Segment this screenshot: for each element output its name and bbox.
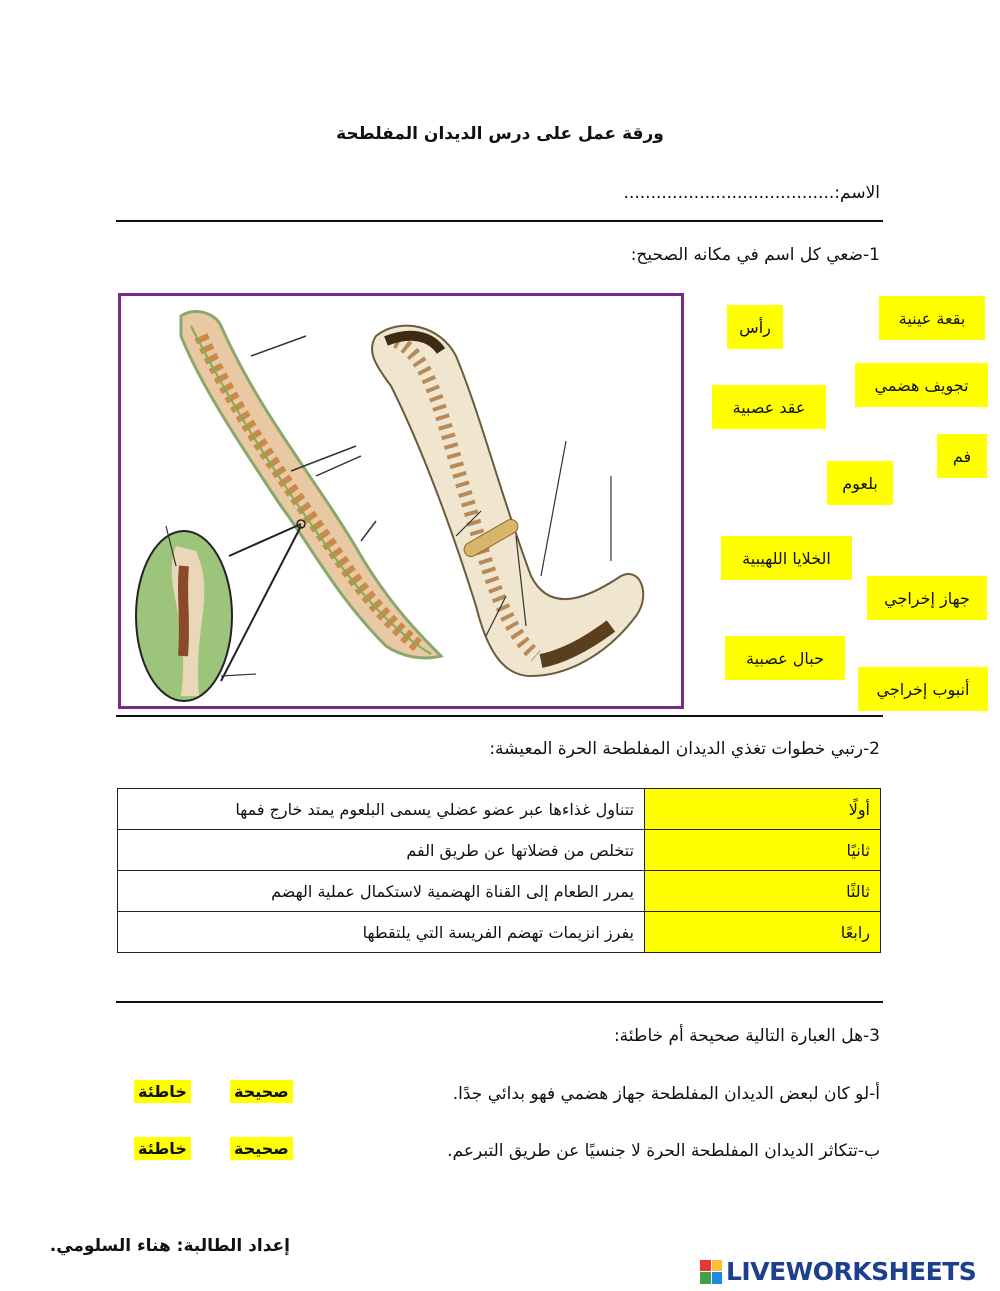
step-text: يفرز انزيمات تهضم الفريسة التي يلتقطها	[118, 912, 645, 953]
order-cell[interactable]: ثانيًا	[645, 830, 881, 871]
liveworksheets-logo	[700, 1257, 976, 1286]
divider	[116, 715, 883, 717]
name-field: الاسم:.......................................	[623, 183, 880, 203]
brand-name: LIVEWORKSHEETS	[726, 1257, 977, 1286]
page-title: ورقة عمل على درس الديدان المفلطحة	[336, 124, 664, 144]
order-cell[interactable]: أولًا	[645, 789, 881, 830]
table-row	[118, 912, 881, 953]
label-ganglia[interactable]: عقد عصبية	[712, 385, 826, 429]
question-3-prompt: 3-هل العبارة التالية صحيحة أم خاطئة:	[613, 1026, 880, 1046]
label-eyespot[interactable]: بقعة عينية	[879, 296, 985, 340]
step-text: تتخلص من فضلاتها عن طريق الفم	[118, 830, 645, 871]
flatworm-diagram	[118, 293, 684, 709]
divider	[116, 220, 883, 222]
statement-b: ب-تتكاثر الديدان المفلطحة الحرة لا جنسيًا عن طريق التبرعم.	[447, 1141, 880, 1161]
label-digestive-cavity[interactable]: تجويف هضمي	[855, 363, 988, 407]
question-2-prompt: 2-رتبي خطوات تغذي الديدان المفلطحة الحرة المعيشة:	[489, 739, 880, 759]
true-option[interactable]: صحيحة	[230, 1137, 293, 1160]
order-cell[interactable]: رابعًا	[645, 912, 881, 953]
step-text: يمرر الطعام إلى القناة الهضمية لاستكمال عملية الهضم	[118, 871, 645, 912]
author-credit: إعداد الطالبة: هناء السلومي.	[49, 1236, 290, 1256]
table-row	[118, 789, 881, 830]
divider	[116, 1001, 883, 1003]
label-mouth[interactable]: فم	[937, 434, 987, 478]
flatworm-illustration	[121, 296, 681, 706]
false-option[interactable]: خاطئة	[134, 1137, 191, 1160]
false-option[interactable]: خاطئة	[134, 1080, 191, 1103]
true-option[interactable]: صحيحة	[230, 1080, 293, 1103]
order-cell[interactable]: ثالثًا	[645, 871, 881, 912]
table-row	[118, 871, 881, 912]
label-flame-cells[interactable]: الخلايا اللهيبية	[721, 536, 852, 580]
label-head[interactable]: رأس	[727, 305, 783, 349]
label-pharynx[interactable]: بلعوم	[827, 461, 893, 505]
question-1-prompt: 1-ضعي كل اسم في مكانه الصحيح:	[630, 245, 880, 265]
step-text: تتناول غذاءها عبر عضو عضلي يسمى البلعوم يمتد خارج فمها	[118, 789, 645, 830]
label-excretory-system[interactable]: جهاز إخراجي	[867, 576, 987, 620]
brand-icon	[700, 1260, 722, 1284]
ordering-table	[117, 788, 881, 953]
label-nerve-cords[interactable]: حبال عصبية	[725, 636, 845, 680]
table-row	[118, 830, 881, 871]
label-excretory-tubule[interactable]: أنبوب إخراجي	[858, 667, 988, 711]
statement-a: أ-لو كان لبعض الديدان المفلطحة جهاز هضمي فهو بدائي جدًا.	[452, 1084, 880, 1104]
